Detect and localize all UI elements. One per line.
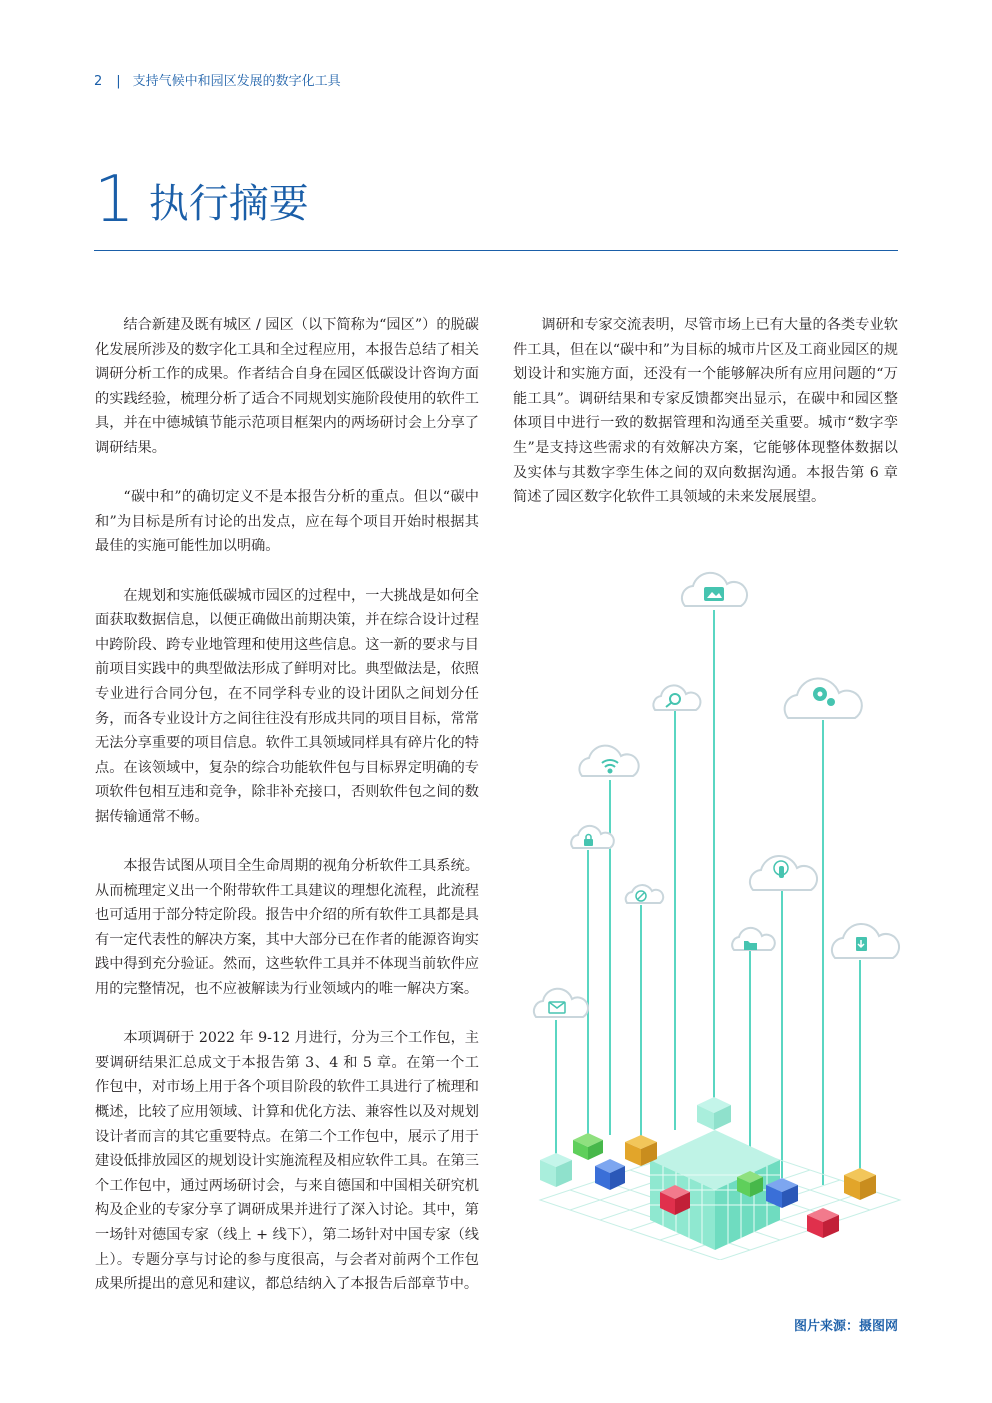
chapter-number: 1	[94, 163, 135, 237]
header-separator: |	[116, 74, 121, 89]
chapter-title: 执行摘要	[148, 181, 309, 227]
heading-rule	[94, 250, 898, 251]
running-header	[94, 70, 341, 89]
paragraph: “碳中和”的确切定义不是本报告分析的重点。但以“碳中和”为目标是所有讨论的出发点，应在每个项目开始时根据其最佳的实施可能性加以明确。	[95, 489, 479, 555]
cloud-search	[653, 685, 700, 710]
paragraph: 调研和专家交流表明，尽管市场上已有大量的各类专业软件工具，但在以“碳中和”为目标的城市片区及工商业园区的规划设计和实施方面，还没有一个能够解决所有应用问题的“万能工具”。调研结果和专家反馈都突出显示，在碳中和园区整体项目中进行一致的数据管理和沟通至关重要。城市“数字孪生”是支持这些需求的有效解决方案，它能够体现整体数据以及实体与其数字孪生体之间的双向数据沟通。本报告第 6 章简述了园区数字化软件工具领域的未来发展展望。	[513, 317, 898, 506]
cloud-data-illustration	[520, 560, 910, 1260]
running-title: 支持气候中和园区发展的数字化工具	[132, 74, 341, 89]
paragraph: 本项调研于 2022 年 9-12 月进行，分为三个工作包，主要调研结果汇总成文于本报告第 3、4 和 5 章。在第一个工作包中，对市场上用于各个项目阶段的软件工具进行了梳理和概述，比较了应用领域、计算和优化方法、兼容性以及对规划设计者而言的其它重要特点。在第二个工作包中，展示了用于建设低排放园区的规划设计实施流程及相应软件工具。在第三个工作包中，通过两场研讨会，与来自德国和中国相关研究机构及企业的专家分享了调研成果并进行了深入讨论。其中，第一场针对德国专家（线上 + 线下），第二场针对中国专家（线上）。专题分享与讨论的参与度很高，与会者对前两个工作包成果所提出的意见和建议，都总结纳入了本报告后部章节中。	[95, 1030, 479, 1293]
chapter-heading	[94, 160, 309, 248]
image-credit: 图片来源：摄图网	[793, 1319, 898, 1334]
download-icon	[856, 937, 867, 951]
picture-icon	[704, 587, 724, 601]
left-column	[95, 313, 479, 1321]
paragraph: 结合新建及既有城区 / 园区（以下简称为“园区”）的脱碳化发展所涉及的数字化工具和全过程应用，本报告总结了相关调研分析工作的成果。作者结合自身在园区低碳设计咨询方面的实践经验，梳理分析了适合不同规划实施阶段使用的软件工具，并在中德城镇节能示范项目框架内的两场研讨会上分享了调研结果。	[95, 317, 479, 456]
paragraph: 在规划和实施低碳城市园区的过程中，一大挑战是如何全面获取数据信息，以便正确做出前期决策，并在综合设计过程中跨阶段、跨专业地管理和使用这些信息。这一新的要求与目前项目实践中的典型做法形成了鲜明对比。典型做法是，依照专业进行合同分包，在不同学科专业的设计团队之间划分任务，而各专业设计方之间往往没有形成共同的项目目标，常常无法分享重要的项目信息。软件工具领域同样具有碎片化的特点。在该领域中，复杂的综合功能软件包与目标界定明确的专项软件包相互违和竞争，除非补充接口，否则软件包之间的数据传输通常不畅。	[95, 587, 479, 825]
page-number: 2	[94, 74, 103, 89]
right-column	[513, 313, 898, 534]
paragraph: 本报告试图从项目全生命周期的视角分析软件工具系统。从而梳理定义出一个附带软件工具建议的理想化流程，此流程也可适用于部分特定阶段。报告中介绍的所有软件工具都是具有一定代表性的解决方案，其中大部分已在作者的能源咨询实践中得到充分验证。然而，这些软件工具并不体现当前软件应用的完整情况，也不应被解读为行业领域内的唯一解决方案。	[95, 858, 479, 998]
cloud-icons	[549, 587, 867, 1013]
illustration-svg	[520, 560, 910, 1260]
